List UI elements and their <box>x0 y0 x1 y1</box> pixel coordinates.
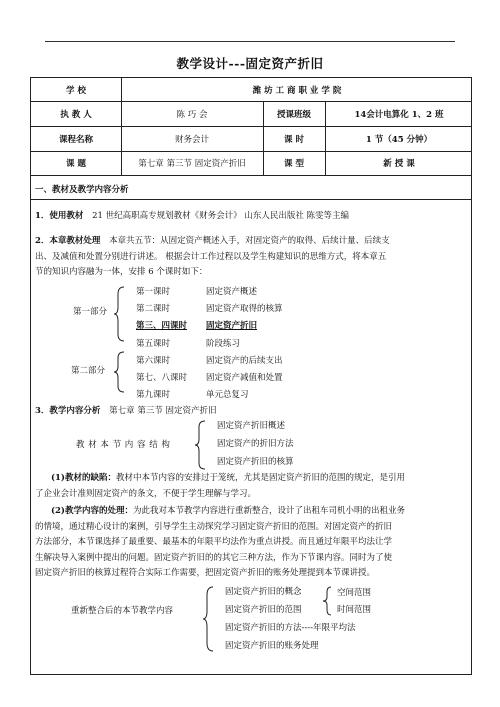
item2-label: 2．本章教材处理 <box>35 236 101 246</box>
range-item: 时间范围 <box>337 605 372 615</box>
header-rule <box>45 41 455 42</box>
text-line: 固定资产折旧的核算过程符合实际工作需要，把固定资产折旧的账务处理提到本节课讲授。 <box>35 568 376 578</box>
structure-item: 固定资产折旧概述 <box>217 421 286 431</box>
text-line: 出、及减值和处置分别进行讲述。 根据会计工作过程以及学生构建知识的思维方式，将本章五 <box>35 251 387 262</box>
school-value: 潍 坊 工 商 职 业 学 院 <box>252 85 342 96</box>
table-rule <box>31 175 471 176</box>
reorg-label: 重新整合后的本节教学内容 <box>71 606 174 616</box>
reorg-item: 固定资产折旧的范围 <box>225 605 302 615</box>
brace-icon <box>203 586 217 652</box>
lesson-plan-table <box>30 77 472 675</box>
item3-line <box>35 404 217 416</box>
period-label-highlight: 第三、四课时 <box>136 321 188 331</box>
period-content: 单元总复习 <box>206 390 249 400</box>
class-label: 授课班级 <box>276 109 311 120</box>
part2-label: 第二部分 <box>71 366 106 376</box>
text-line: 生解决导入案例中提出的问题。固定资产折旧的的其它三种方法，作为下节课内容。同时为了使 <box>35 552 393 563</box>
structure-item: 固定资产折旧的核算 <box>217 457 294 467</box>
period-content: 固定资产概述 <box>206 287 258 297</box>
period-label: 第二课时 <box>136 304 171 314</box>
brace-icon <box>323 586 335 616</box>
teacher-value: 陈 巧 会 <box>176 109 208 120</box>
period-label: 第七、八课时 <box>136 373 188 383</box>
text-line: 节的知识内容融为一体，安排 6 个课时如下： <box>35 267 208 277</box>
item1-label: 1．使用教材 <box>35 211 84 221</box>
period-label: 第一课时 <box>136 287 171 297</box>
section-rule <box>31 199 471 200</box>
class-value: 14会计电算化 1、2 班 <box>354 109 444 120</box>
school-label: 学 校 <box>66 85 86 96</box>
brace-icon <box>195 420 209 470</box>
period-content: 固定资产减值和处置 <box>206 373 283 383</box>
document-title: 教学设计---固定资产折旧 <box>176 56 324 71</box>
course-label: 课程名称 <box>58 134 93 145</box>
text-line: 教材中本节内容的安排过于笼统，尤其是固定资产折旧的范围的规定，是引用 <box>115 473 405 483</box>
text-line: 为此我对本节教学内容进行重新整合，设计了出租车司机小明的出租业务 <box>132 506 405 516</box>
text-line: 了企业会计准则固定资产的条文，不便于学生理解与学习。 <box>35 488 257 499</box>
section-heading: 一、教材及教学内容分析 <box>35 185 129 195</box>
brace-icon <box>114 351 128 393</box>
part1-label: 第一部分 <box>73 307 108 317</box>
period-content-highlight: 固定资产折旧 <box>206 321 258 331</box>
period-label: 第九课时 <box>136 390 171 400</box>
defect-paragraph <box>35 471 465 502</box>
processing-label: (2)教学内容的处理： <box>51 506 133 516</box>
item1-line <box>35 209 349 221</box>
structure-item: 固定资产的折旧方法 <box>217 439 294 449</box>
period-content: 固定资产的后续支出 <box>206 356 283 366</box>
brace-icon <box>114 286 128 342</box>
structure-label: 教 材 本 节 内 容 结 构 <box>76 440 171 450</box>
topic-value: 第七章 第三节 固定资产折旧 <box>138 159 246 169</box>
item1-text: 21 世纪高职高专规划教材《财务会计》 山东人民出版社 陈雯等主编 <box>92 211 350 221</box>
reorg-item: 固定资产折旧的概念 <box>225 587 302 597</box>
type-value: 新 授 课 <box>383 159 415 169</box>
period-content: 固定资产取得的核算 <box>206 304 283 314</box>
text-line: 方法部分，本节课选择了最重要、最基本的年限平均法作为重点讲授。而且通过年限平均法让学 <box>35 537 393 547</box>
type-label: 课 型 <box>284 159 304 169</box>
item3-text: 第七章 第三节 固定资产折旧 <box>109 406 217 416</box>
range-item: 空间范围 <box>337 588 372 598</box>
teacher-label: 执 教 人 <box>60 109 92 120</box>
topic-label: 课 题 <box>66 159 86 169</box>
period-label: 第五课时 <box>136 339 171 349</box>
text-line: 的情境，通过精心设计的案例，引导学生主动探究学习固定资产折旧的范围。对固定资产的折旧 <box>35 521 393 532</box>
hours-value: 1 节（45 分钟） <box>365 134 433 145</box>
course-value: 财务会计 <box>174 134 209 145</box>
hours-label: 课 时 <box>284 134 304 145</box>
period-label: 第六课时 <box>136 356 171 366</box>
reorg-item: 固定资产折旧的方法----年限平均法 <box>225 623 356 633</box>
period-content: 阶段练习 <box>206 339 241 349</box>
reorg-item: 固定资产折旧的账务处理 <box>225 641 319 651</box>
defect-label: (1)教材的缺陷： <box>51 473 116 483</box>
text-line: 本章共五节：从固定资产概述入手，对固定资产的取得、后续计量、后续支 <box>109 236 390 246</box>
processing-paragraph <box>35 504 465 582</box>
item3-label: 3．教学内容分析 <box>35 406 101 416</box>
item2-paragraph <box>35 234 465 281</box>
